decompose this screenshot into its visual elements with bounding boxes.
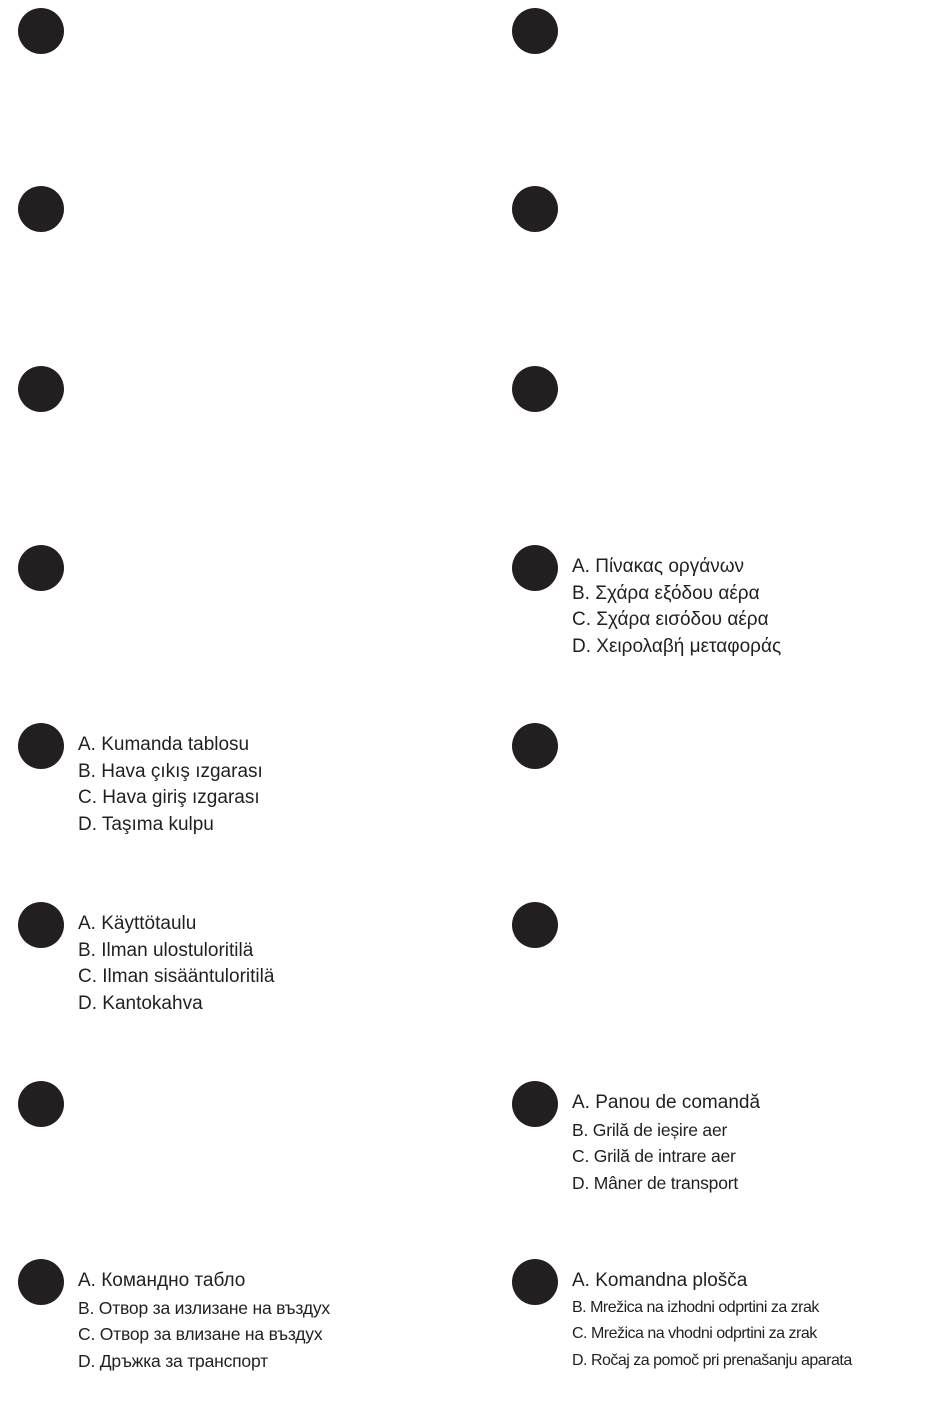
- legend-item-d: D. Taşıma kulpu: [78, 814, 214, 836]
- legend-item-b: B. Mrežica na izhodni odprtini za zrak: [572, 1298, 819, 1316]
- bullet-dot: [18, 366, 64, 412]
- legend-list: [572, 1268, 852, 1375]
- legend-list: [572, 1090, 760, 1197]
- section-marker-row2-left: [18, 186, 458, 336]
- legend-item-c: C. Grilă de intrare aer: [572, 1146, 736, 1167]
- legend-item-d: D. Χειρολαβή μεταφοράς: [572, 636, 782, 658]
- legend-item-d: D. Mâner de transport: [572, 1173, 739, 1194]
- legend-item-a: A. Командно табло: [78, 1270, 246, 1291]
- bullet-dot: [18, 8, 64, 54]
- section-marker-row4-left: [18, 545, 458, 695]
- legend-item-c: C. Mrežica na vhodni odprtini za zrak: [572, 1325, 817, 1343]
- legend-item-c: C. Hava giriş ızgarası: [78, 787, 260, 809]
- section-marker-row6-right: [512, 902, 950, 1052]
- legend-item-b: B. Grilă de ieșire aer: [572, 1119, 728, 1140]
- bullet-dot: [18, 902, 64, 948]
- legend-slovenian: [512, 1259, 950, 1409]
- bullet-dot: [512, 545, 558, 591]
- bullet-dot: [18, 1081, 64, 1127]
- bullet-dot: [512, 723, 558, 769]
- legend-item-c: C. Σχάρα εισόδου αέρα: [572, 609, 769, 631]
- legend-item-a: A. Komandna plošča: [572, 1270, 748, 1291]
- bullet-dot: [512, 8, 558, 54]
- legend-item-b: B. Hava çıkış ızgarası: [78, 760, 263, 782]
- bullet-dot: [512, 902, 558, 948]
- legend-item-d: D. Ročaj za pomoč pri prenašanju aparata: [572, 1352, 852, 1370]
- section-marker-row3-right: [512, 366, 950, 516]
- section-marker-row5-right: [512, 723, 950, 873]
- bullet-dot: [512, 186, 558, 232]
- bullet-dot: [18, 545, 64, 591]
- legend-item-a: A. Käyttötaulu: [78, 913, 197, 934]
- legend-item-c: C. Ilman sisääntuloritilä: [78, 966, 275, 988]
- section-marker-row2-right: [512, 186, 950, 336]
- legend-item-b: B. Отвор за излизане на въздух: [78, 1297, 330, 1318]
- legend-list: [78, 732, 263, 839]
- bullet-dot: [18, 723, 64, 769]
- legend-bulgarian: [18, 1259, 458, 1409]
- legend-item-b: B. Ilman ulostuloritilä: [78, 939, 254, 961]
- legend-list: [78, 911, 274, 1018]
- legend-item-d: D. Дръжка за транспорт: [78, 1351, 268, 1372]
- legend-romanian: [512, 1081, 950, 1231]
- legend-item-b: B. Σχάρα εξόδου αέρα: [572, 582, 760, 604]
- legend-item-a: A. Πίνακας οργάνων: [572, 556, 745, 577]
- legend-finnish: [18, 902, 458, 1052]
- section-marker-row1-right: [512, 8, 950, 158]
- section-marker-row3-left: [18, 366, 458, 516]
- bullet-dot: [512, 366, 558, 412]
- bullet-dot: [512, 1259, 558, 1305]
- legend-item-a: A. Panou de comandă: [572, 1092, 761, 1113]
- legend-turkish: [18, 723, 458, 873]
- legend-list: [78, 1268, 330, 1375]
- section-marker-row7-left: [18, 1081, 458, 1231]
- legend-item-a: A. Kumanda tablosu: [78, 734, 250, 755]
- legend-greek: [512, 545, 950, 695]
- bullet-dot: [512, 1081, 558, 1127]
- section-marker-row1-left: [18, 8, 458, 158]
- legend-item-d: D. Kantokahva: [78, 993, 203, 1015]
- legend-item-c: C. Отвор за влизане на въздух: [78, 1324, 323, 1345]
- legend-list: [572, 554, 781, 661]
- bullet-dot: [18, 186, 64, 232]
- bullet-dot: [18, 1259, 64, 1305]
